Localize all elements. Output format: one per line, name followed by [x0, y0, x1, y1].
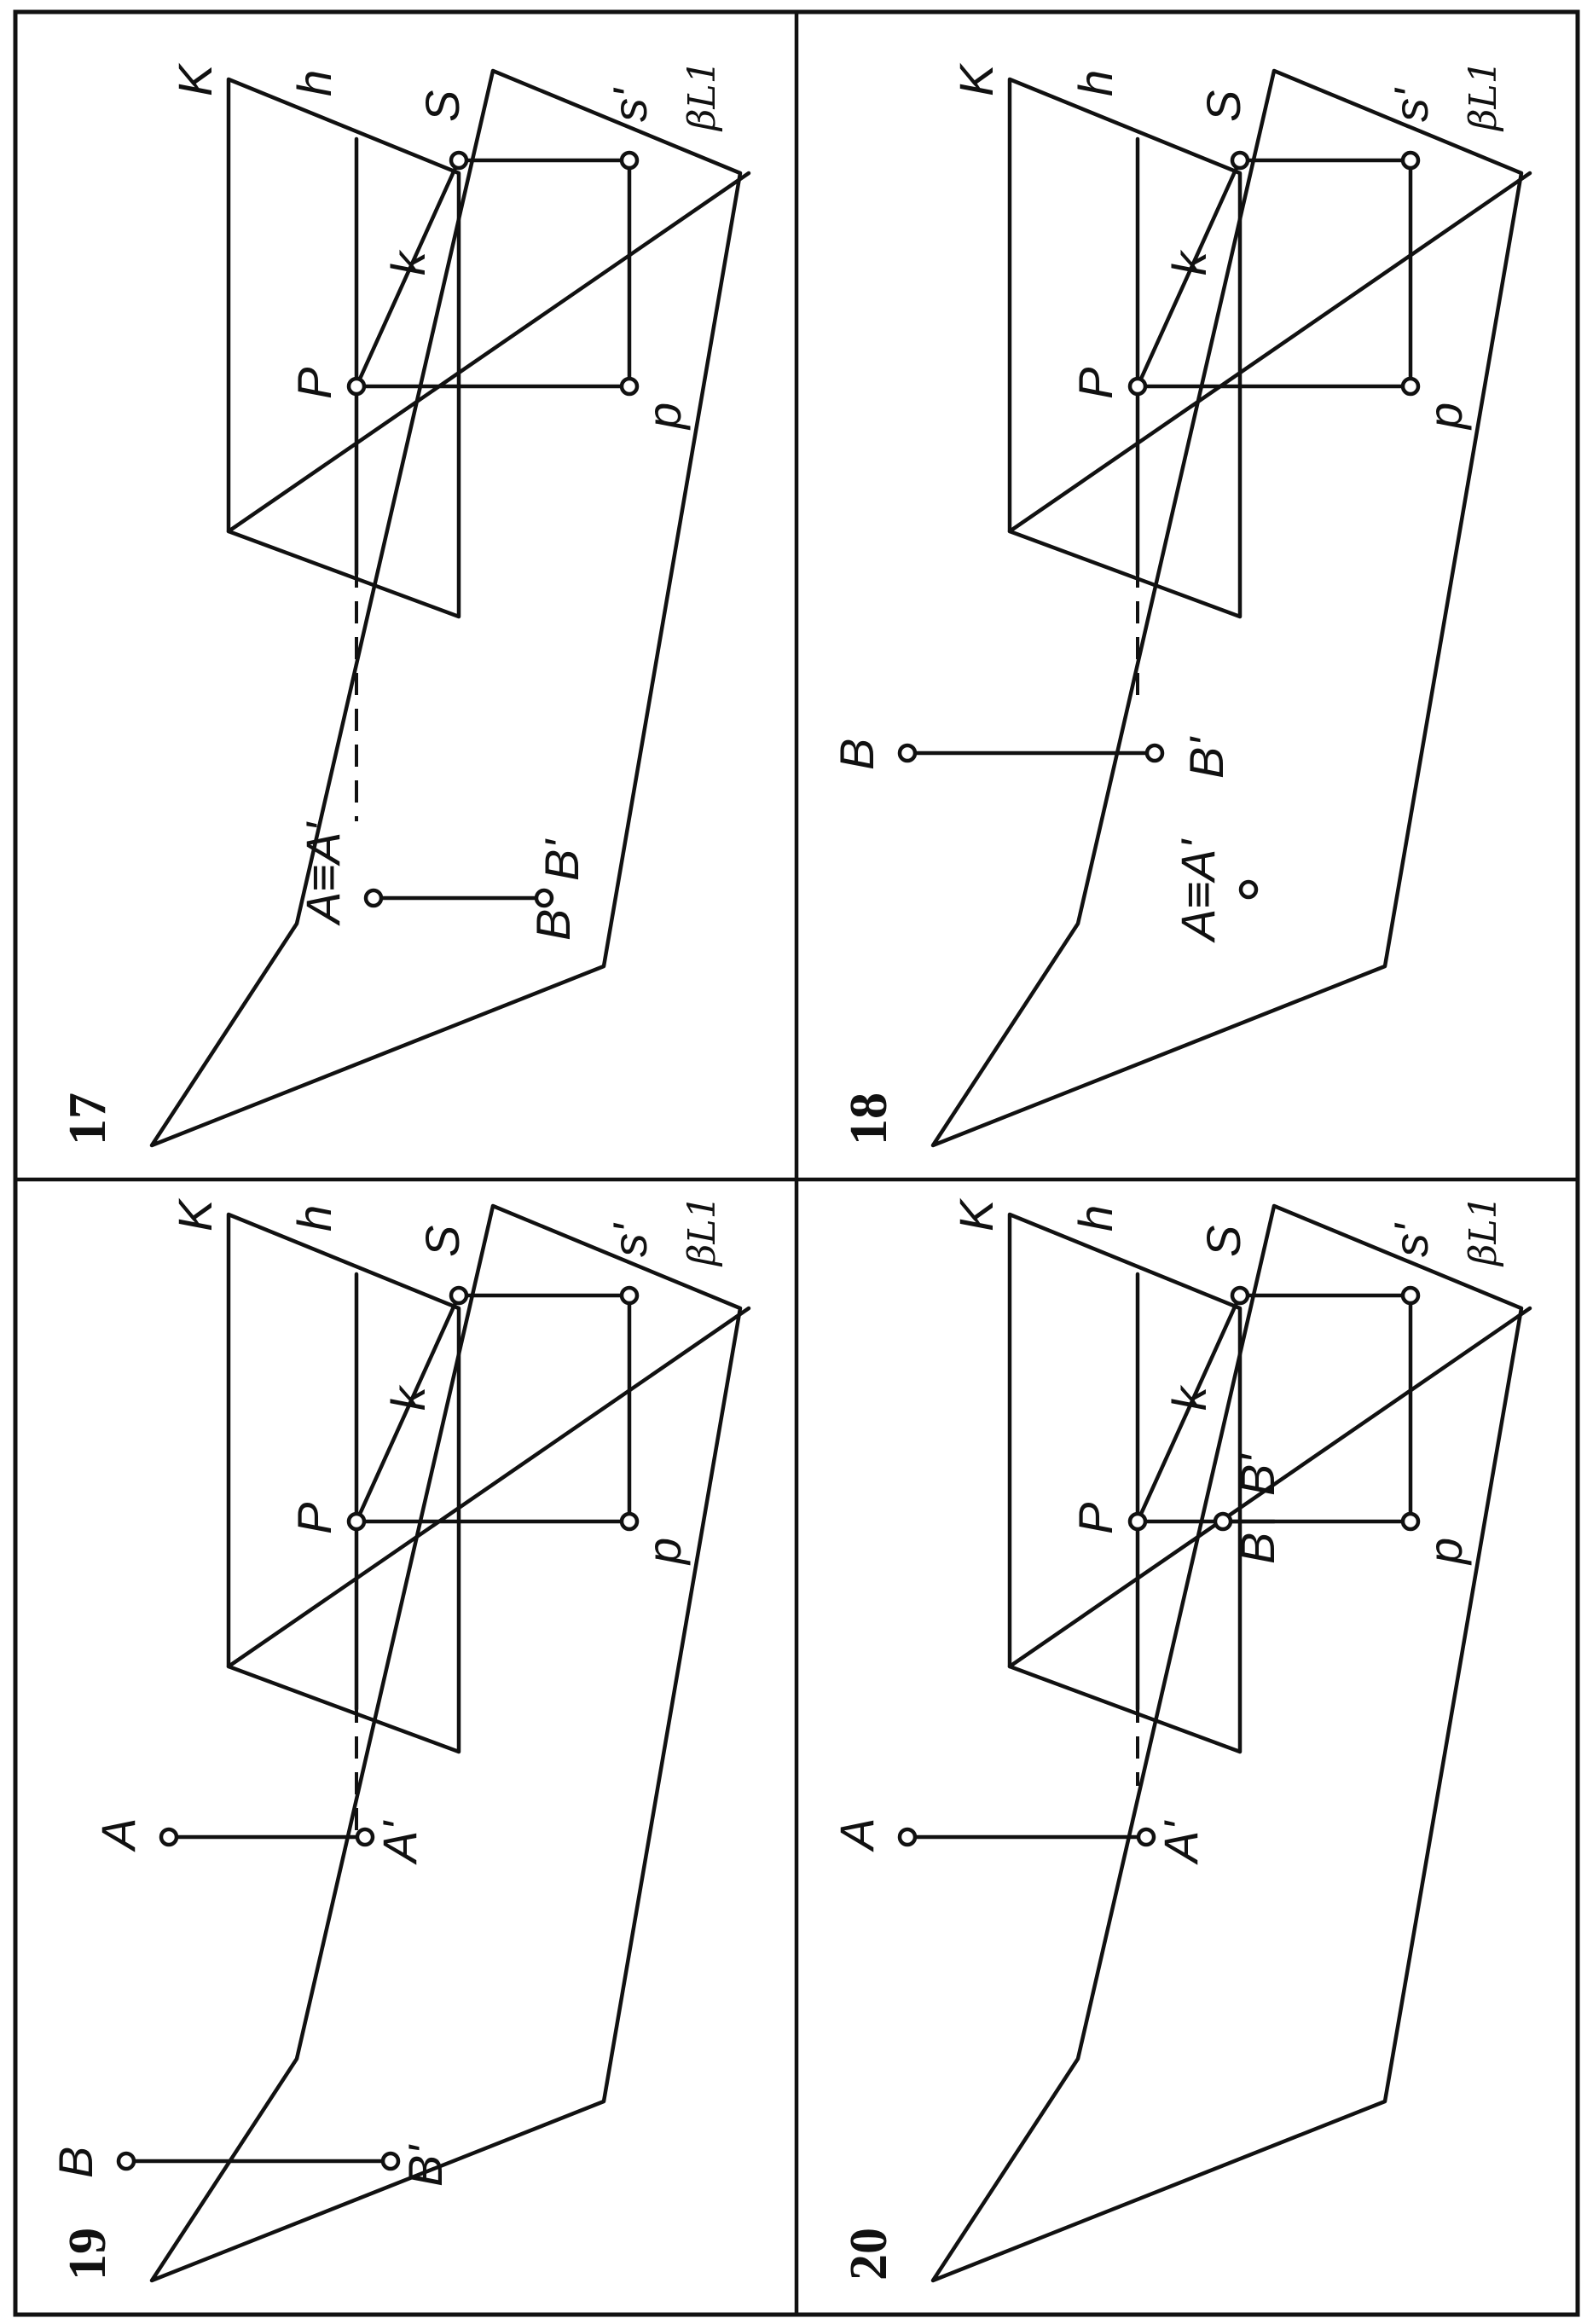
panel-number: 20: [840, 2228, 898, 2281]
label-p: p: [637, 1537, 691, 1564]
label-k: k: [381, 252, 435, 275]
label-A-prime: A': [1154, 1821, 1208, 1863]
label-B-prime: B': [398, 2145, 452, 2187]
label-K: K: [949, 1199, 1003, 1232]
picture-plane: [1010, 1214, 1240, 1752]
ground-plane: [152, 1206, 740, 2281]
label-s-prime: s': [1384, 1224, 1438, 1257]
point-p: [1403, 1514, 1418, 1529]
label-h: h: [1069, 69, 1122, 96]
ground-trace: [1010, 173, 1530, 531]
point-P: [1130, 1514, 1145, 1529]
point-B-prime: [536, 890, 552, 906]
label-p: p: [637, 402, 691, 429]
point-A-prime: [1138, 1829, 1154, 1845]
point-s-prime: [1403, 1288, 1418, 1303]
panel-18: [830, 60, 1530, 1145]
label-K: K: [168, 64, 222, 96]
label-k: k: [1162, 252, 1216, 275]
panel-number: 19: [59, 2228, 117, 2281]
label-A: A: [91, 1817, 145, 1850]
label-h: h: [1069, 1204, 1122, 1232]
label-s-prime: s': [603, 1224, 657, 1257]
picture-plane: [229, 79, 459, 617]
point-s-prime: [622, 153, 637, 168]
picture-plane: [1010, 79, 1240, 617]
ground-trace: [229, 173, 749, 531]
label-S: S: [1196, 1225, 1250, 1257]
ground-plane: [933, 71, 1521, 1145]
point-A-prime: [357, 1829, 373, 1845]
panel-number: 18: [840, 1092, 898, 1145]
point-A: [161, 1829, 177, 1845]
label-B-prime: B': [535, 839, 588, 881]
point-s-prime: [622, 1288, 637, 1303]
label-plane: βL1: [681, 60, 724, 130]
point-S: [1232, 153, 1248, 168]
label-B: B: [1231, 1532, 1284, 1564]
point-P: [349, 379, 364, 394]
ground-trace: [229, 1308, 749, 1666]
panel-19: [49, 1195, 749, 2281]
label-p: p: [1418, 1537, 1472, 1564]
label-P: P: [287, 367, 341, 399]
panel-number: 17: [59, 1092, 117, 1145]
point-B-prime: [1147, 745, 1162, 761]
label-B: B: [830, 738, 883, 770]
point-B: [119, 2153, 134, 2169]
label-B-prime: B': [1231, 1454, 1284, 1496]
point-S: [451, 1288, 466, 1303]
label-S: S: [1196, 90, 1250, 122]
panel-17: [59, 60, 749, 1145]
label-S: S: [415, 1225, 469, 1257]
point-p: [1403, 379, 1418, 394]
label-plane: βL1: [1462, 60, 1505, 130]
point-S: [451, 153, 466, 168]
point-p: [622, 1514, 637, 1529]
point-B-prime: [383, 2153, 398, 2169]
label-P: P: [1069, 367, 1122, 399]
label-k: k: [381, 1387, 435, 1411]
ground-plane: [933, 1206, 1521, 2281]
label-s-prime: s': [1384, 89, 1438, 122]
point-A: [366, 890, 381, 906]
label-s-prime: s': [603, 89, 657, 122]
label-A: A≡A': [296, 822, 350, 924]
label-plane: βL1: [1462, 1195, 1505, 1266]
label-h: h: [287, 69, 341, 96]
label-A-prime: A': [373, 1821, 426, 1863]
label-K: K: [168, 1199, 222, 1232]
label-A: A: [830, 1817, 883, 1850]
label-P: P: [1069, 1502, 1122, 1534]
label-p: p: [1418, 402, 1472, 429]
ground-plane: [152, 71, 740, 1145]
point-A: [1241, 882, 1256, 897]
point-S: [1232, 1288, 1248, 1303]
label-P: P: [287, 1502, 341, 1534]
label-B-prime: B': [1179, 737, 1233, 779]
label-A: A≡A': [1171, 839, 1225, 941]
point-B: [900, 745, 915, 761]
panel-20: [830, 1195, 1530, 2281]
picture-plane: [229, 1214, 459, 1752]
point-s-prime: [1403, 153, 1418, 168]
label-B: B: [49, 2146, 102, 2178]
point-B: [1215, 1514, 1231, 1529]
point-P: [1130, 379, 1145, 394]
label-K: K: [949, 64, 1003, 96]
point-A: [900, 1829, 915, 1845]
label-h: h: [287, 1204, 341, 1232]
label-k: k: [1162, 1387, 1216, 1411]
point-p: [622, 379, 637, 394]
label-B: B: [526, 908, 580, 941]
label-plane: βL1: [681, 1195, 724, 1266]
label-S: S: [415, 90, 469, 122]
point-P: [349, 1514, 364, 1529]
